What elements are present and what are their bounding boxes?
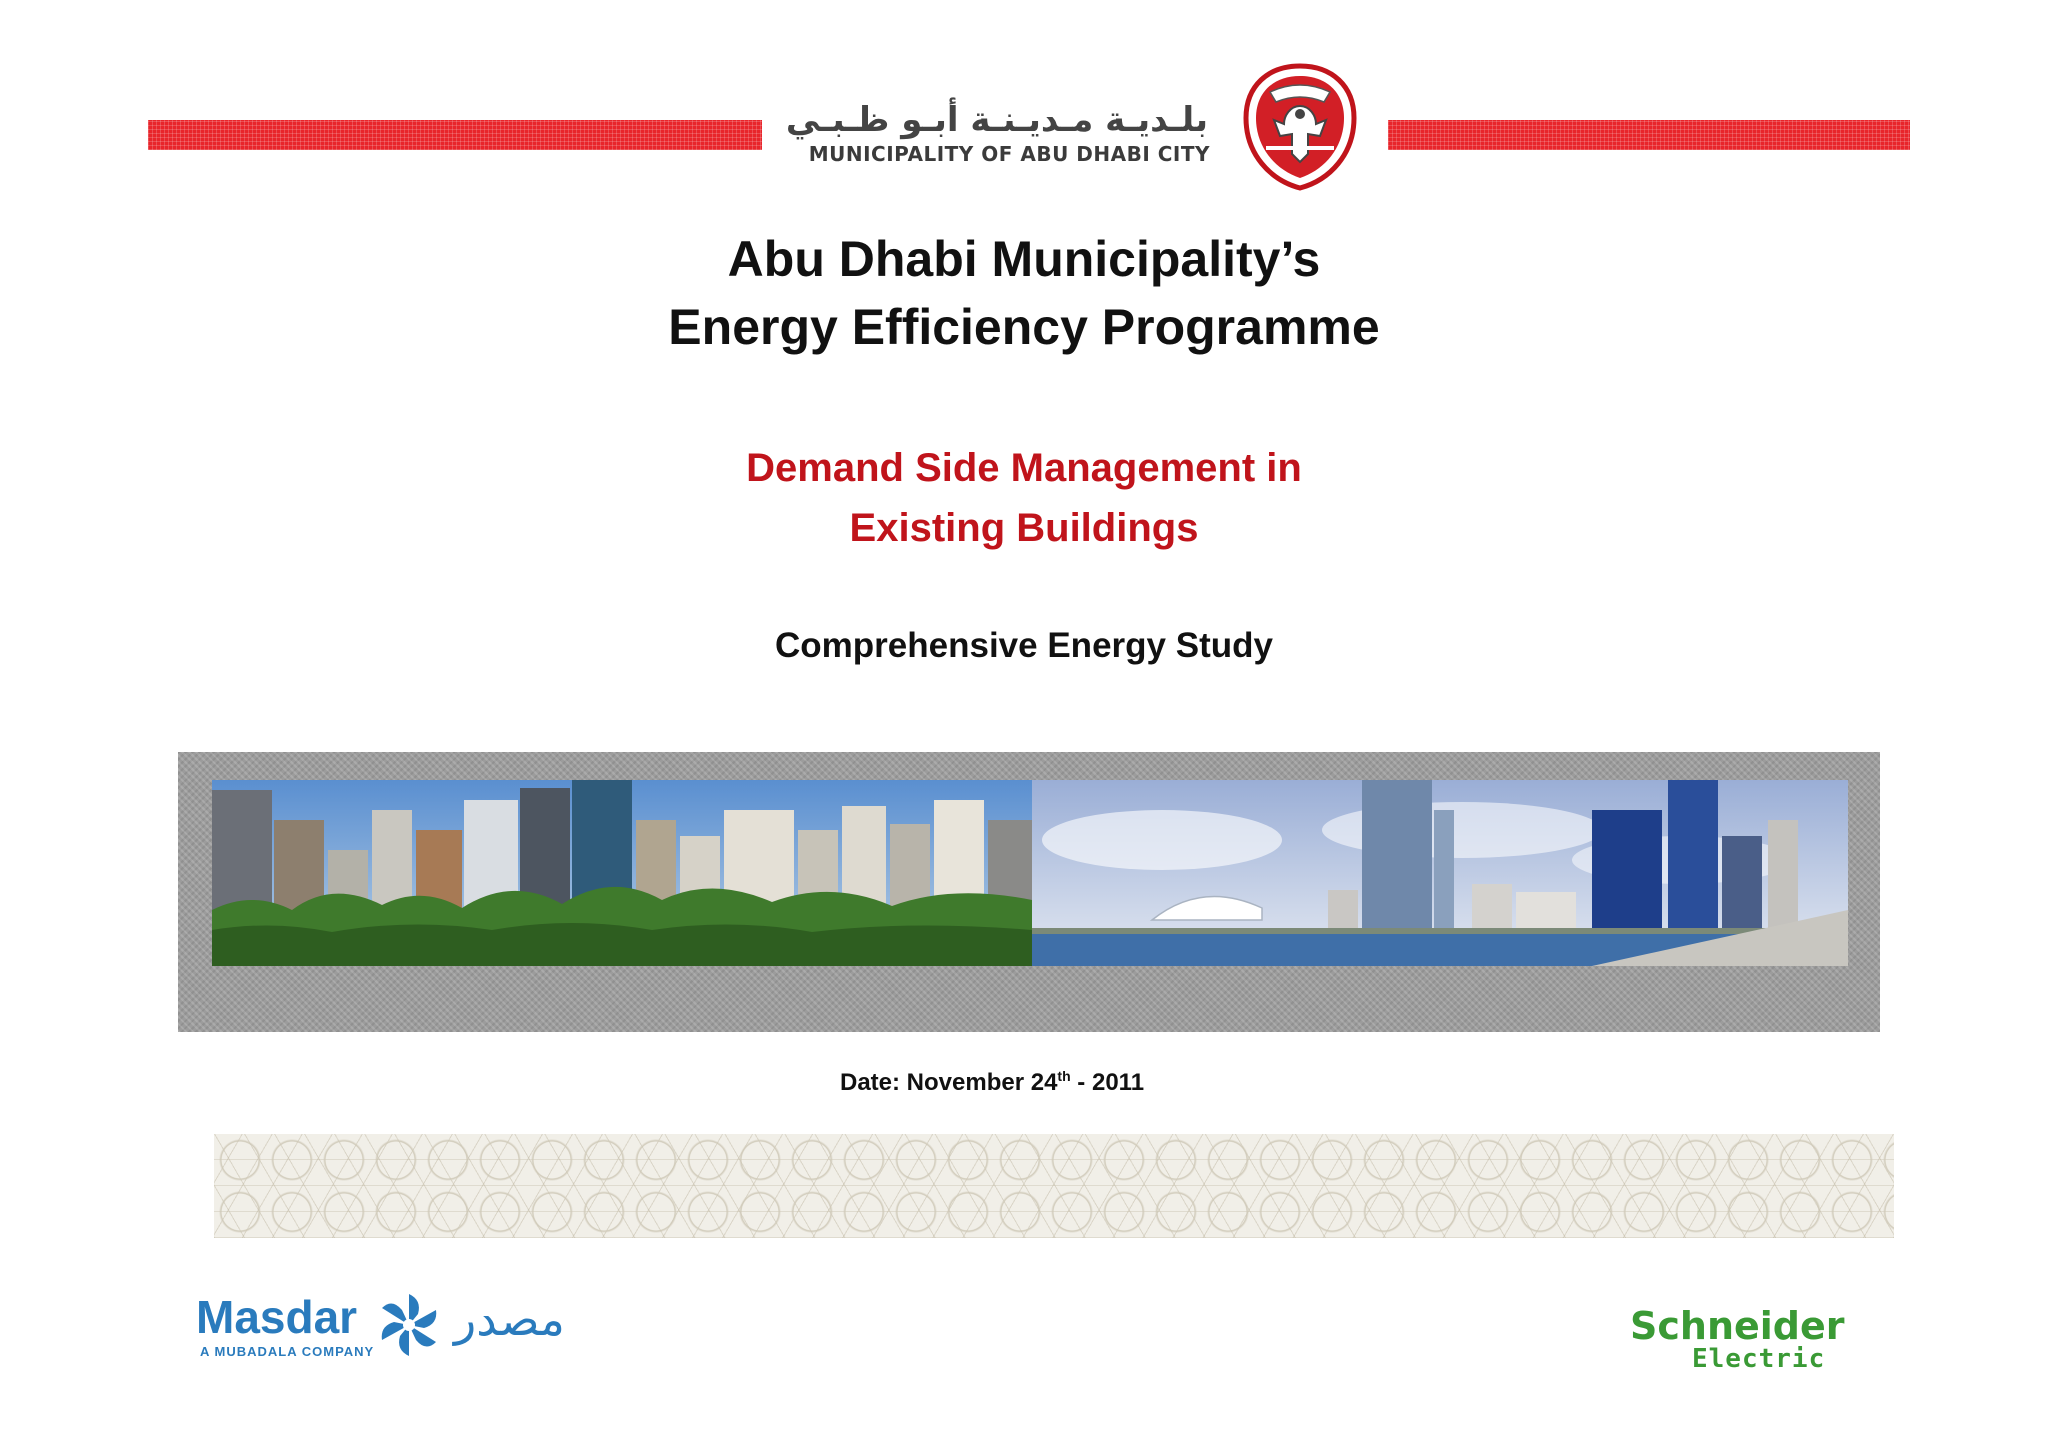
falcon-emblem-icon bbox=[1240, 62, 1360, 192]
subtitle-line-2: Existing Buildings bbox=[849, 506, 1199, 550]
masdar-swirl-icon bbox=[374, 1290, 444, 1360]
presentation-date bbox=[840, 1068, 1144, 1097]
municipality-name-arabic: بلـديـة مـديـنـة أبـو ظـبـي bbox=[785, 100, 1208, 140]
municipality-name-english: MUNICIPALITY OF ABU DHABI CITY bbox=[808, 142, 1210, 166]
date-ordinal-suffix: th bbox=[1057, 1068, 1071, 1084]
masdar-name: Masdar bbox=[196, 1291, 358, 1343]
date-year: - 2011 bbox=[1070, 1069, 1145, 1096]
header-red-band-right bbox=[1388, 120, 1910, 150]
page-title-line-1: Abu Dhabi Municipality’s bbox=[727, 231, 1321, 287]
masdar-name-arabic: مصدر bbox=[454, 1292, 565, 1346]
study-label: Comprehensive Energy Study bbox=[775, 626, 1273, 665]
skyline-photo-frame bbox=[178, 752, 1880, 1032]
subtitle-line-1: Demand Side Management in bbox=[746, 446, 1302, 490]
schneider-name: Schneider bbox=[1630, 1304, 1845, 1348]
municipality-logo bbox=[778, 62, 1378, 192]
schneider-electric-logo bbox=[1630, 1304, 1860, 1374]
masdar-logo bbox=[196, 1290, 636, 1370]
date-text: Date: November 24 bbox=[840, 1069, 1058, 1096]
electric-name: Electric bbox=[1692, 1344, 1826, 1374]
header-red-band-left bbox=[148, 120, 762, 150]
decorative-pattern-band bbox=[214, 1134, 1894, 1238]
masdar-tagline: A MUBADALA COMPANY bbox=[200, 1344, 375, 1359]
city-skyline-photo-right bbox=[1032, 780, 1848, 966]
city-skyline-photo-left bbox=[212, 780, 1032, 966]
page-title-line-2: Energy Efficiency Programme bbox=[668, 299, 1380, 355]
